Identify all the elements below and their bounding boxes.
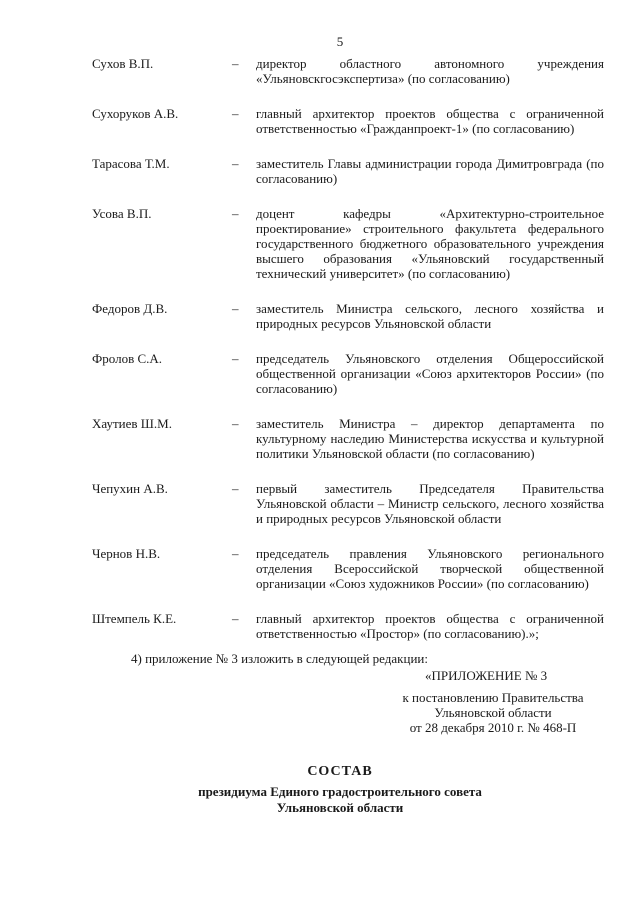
- member-name: Усова В.П.: [92, 206, 152, 221]
- member-dash: –: [232, 156, 239, 171]
- member-position: заместитель Главы администрации города Димитровграда (по согласованию): [256, 156, 604, 186]
- member-row: [92, 611, 604, 641]
- member-row: [92, 301, 604, 331]
- member-name: Федоров Д.В.: [92, 301, 168, 316]
- member-row: [92, 481, 604, 526]
- section-subtitle: Ульяновской области: [276, 800, 404, 815]
- member-dash: –: [232, 481, 239, 496]
- member-dash: –: [232, 416, 239, 431]
- member-name: Чернов Н.В.: [92, 546, 161, 561]
- member-position: председатель Ульяновского отделения Общероссийской общественной организации «Союз архитекторов России» (по согласованию): [256, 351, 604, 396]
- member-position: главный архитектор проектов общества с ограниченной ответственностью «Простор» (по согласованию).»;: [256, 611, 604, 641]
- member-row: [92, 206, 604, 281]
- member-row: [92, 56, 604, 86]
- members-list: [92, 56, 604, 661]
- member-name: Хаутиев Ш.М.: [92, 416, 172, 431]
- section-subtitle: президиума Единого градостроительного совета: [198, 784, 482, 799]
- member-name: Тарасова Т.М.: [92, 156, 170, 171]
- member-position: главный архитектор проектов общества с ограниченной ответственностью «Гражданпроект-1» (по согласованию): [256, 106, 604, 136]
- appendix-reference: [380, 690, 606, 735]
- page-number: 5: [336, 34, 344, 49]
- member-name: Чепухин А.В.: [92, 481, 168, 496]
- member-name: Штемпель К.Е.: [92, 611, 177, 626]
- member-name: Сухоруков А.В.: [92, 106, 179, 121]
- member-dash: –: [232, 546, 239, 561]
- member-dash: –: [232, 301, 239, 316]
- member-position: директор областного автономного учреждения «Ульяновскгосэкспертиза» (по согласованию): [256, 56, 604, 86]
- member-row: [92, 546, 604, 591]
- member-dash: –: [232, 611, 239, 626]
- amendment-text: 4) приложение № 3 изложить в следующей редакции:: [131, 651, 428, 666]
- member-dash: –: [232, 206, 239, 221]
- appendix-ref-line: от 28 декабря 2010 г. № 468-П: [409, 720, 577, 735]
- member-position: председатель правления Ульяновского регионального отделения Всероссийской творческой общественной организации «Союз художников России» (по согласованию): [256, 546, 604, 591]
- section-title: СОСТАВ: [307, 764, 373, 779]
- member-position: заместитель Министра – директор департамента по культурному наследию Министерства искусства и культурной политики Ульяновской области (по согласованию): [256, 416, 604, 461]
- member-position: заместитель Министра сельского, лесного хозяйства и природных ресурсов Ульяновской области: [256, 301, 604, 331]
- appendix-ref-line: к постановлению Правительства: [402, 690, 584, 705]
- member-dash: –: [232, 56, 239, 71]
- member-row: [92, 106, 604, 136]
- appendix-label: «ПРИЛОЖЕНИЕ № 3: [425, 668, 548, 683]
- member-row: [92, 351, 604, 396]
- appendix-ref-line: Ульяновской области: [434, 705, 552, 720]
- member-dash: –: [232, 351, 239, 366]
- member-position: первый заместитель Председателя Правительства Ульяновской области – Министр сельского, лесного хозяйства и природных ресурсов Ульяновской области: [256, 481, 604, 526]
- member-position: доцент кафедры «Архитектурно-строительное проектирование» строительного факультета федерального государственного бюджетного образовательного учреждения высшего образования «Ульяновский государственный технический университет» (по согласованию): [256, 206, 604, 281]
- member-name: Фролов С.А.: [92, 351, 163, 366]
- member-row: [92, 156, 604, 186]
- member-row: [92, 416, 604, 461]
- member-dash: –: [232, 106, 239, 121]
- member-name: Сухов В.П.: [92, 56, 154, 71]
